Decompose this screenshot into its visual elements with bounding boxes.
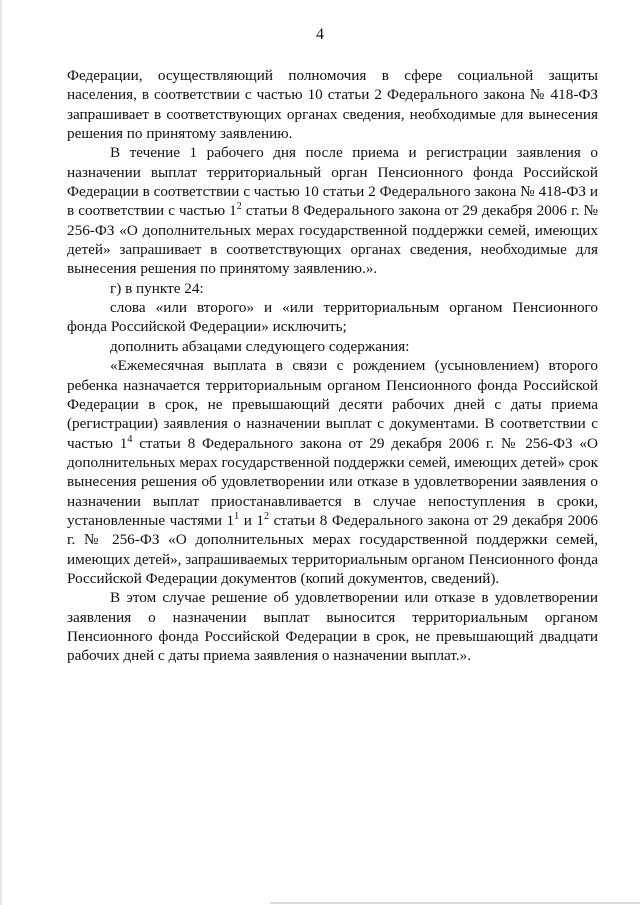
paragraph-text: «Ежемесячная выплата в связи с рождением (усыновлением) второго ребенка назначается территориальным органом Пенсионного фонда Российской Федерации в срок, не превышающий десяти рабочих дней с даты приема (регистрации) заявления о назначении выплат с документами. В соответствии с частью 1 bbox=[67, 357, 598, 452]
paragraph-subitem-g: г) в пункте 24: bbox=[110, 279, 204, 297]
scan-left-edge bbox=[0, 0, 2, 905]
superscript: 2 bbox=[264, 510, 270, 522]
paragraph-continuation: Федерации, осуществляющий полномочия в сфере социальной защиты населения, в соответствии с частью 10 статьи 2 Федерального закона № 418-ФЗ запрашивает в соответствующих органах сведения, необходимые для вынесения решения по принятому заявлению. bbox=[67, 67, 598, 143]
paragraph-text: статьи 8 Федерального закона от 29 декабря 2006 г. № 256-ФЗ «О дополнительных мерах государственной поддержки семей, имеющих детей» запрашивает в соответствующих органах сведения, необходимые для вынесения решения по принятому заявлению.». bbox=[67, 202, 598, 278]
page-number: 4 bbox=[316, 26, 324, 43]
scan-bottom-edge bbox=[270, 902, 640, 904]
paragraph-addition-intro: дополнить абзацами следующего содержания: bbox=[110, 337, 410, 355]
paragraph-text: и 1 bbox=[239, 511, 265, 529]
paragraph-text: статьи 8 Федерального закона от 29 декабря 2006 г. № 256-ФЗ «О дополнительных мерах государственной поддержки семей, имеющих детей» срок вынесения решения об удовлетворении или отказе в удовлетворении заявления о назначении выплат приостанавливается в случае непоступления в сроки, установленные частями 1 bbox=[67, 434, 598, 529]
paragraph-decision-deadline: В этом случае решение об удовлетворении или отказе в удовлетворении заявления о назначении выплат выносится территориальным органом Пенсионного фонда Российской Федерации в срок, не превышающий двадцати рабочих дней с даты приема заявления о назначении выплат.». bbox=[67, 589, 598, 665]
paragraph-text: В течение 1 рабочего дня после приема и регистрации заявления о назначении выплат территориальный орган Пенсионного фонда Российской Федерации в соответствии с частью 10 статьи 2 Федерального закона № 418-ФЗ и в соответствии с частью 1 bbox=[67, 144, 598, 220]
paragraph-request-deadline bbox=[67, 143, 598, 278]
superscript: 1 bbox=[234, 510, 240, 522]
paragraph-text: статьи 8 Федерального закона от 29 декабря 2006 г. № 256-ФЗ «О дополнительных мерах государственной поддержки семей, имеющих детей», запрашиваемых территориальным органом Пенсионного фонда Российской Федерации документов (копий документов, сведений). bbox=[67, 511, 598, 587]
document-body bbox=[67, 66, 598, 666]
paragraph-monthly-payment bbox=[67, 356, 598, 588]
superscript: 4 bbox=[127, 433, 133, 445]
superscript: 2 bbox=[236, 201, 242, 213]
paragraph-exclusion: слова «или второго» и «или территориальным органом Пенсионного фонда Российской Федерации» исключить; bbox=[67, 299, 598, 336]
